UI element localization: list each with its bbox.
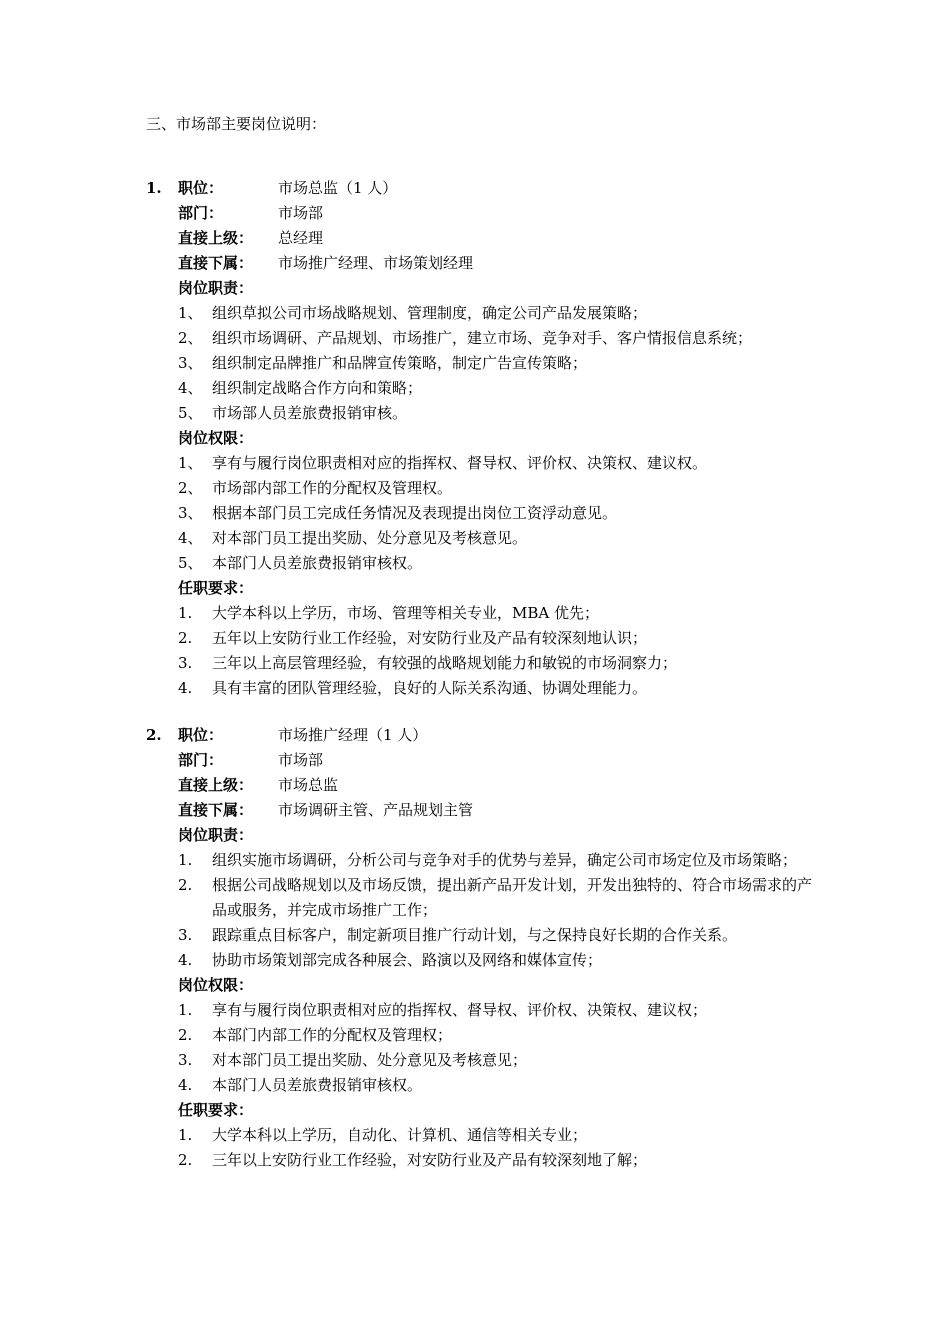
field-value: 市场调研主管、产品规划主管 bbox=[278, 801, 474, 819]
authority-item bbox=[178, 998, 826, 1023]
item-number: 1. bbox=[178, 604, 193, 622]
field-value: 市场推广经理、市场策划经理 bbox=[278, 254, 474, 272]
field-value: 市场部 bbox=[278, 204, 324, 222]
authority-title: 岗位权限： bbox=[178, 976, 254, 994]
field-label: 职位： bbox=[178, 726, 224, 744]
item-text: 本部门人员差旅费报销审核权。 bbox=[212, 554, 423, 572]
item-text: 根据本部门员工完成任务情况及表现提出岗位工资浮动意见。 bbox=[212, 504, 618, 522]
item-text: 根据公司战略规划以及市场反馈，提出新产品开发计划，开发出独特的、符合市场需求的产品或服务，并完成市场推广工作； bbox=[212, 876, 813, 919]
item-number: 3. bbox=[178, 926, 193, 944]
document-heading: 三、市场部主要岗位说明： bbox=[146, 115, 327, 133]
field-label: 部门： bbox=[178, 751, 224, 769]
item-number: 1. bbox=[178, 851, 193, 869]
requirement-item bbox=[178, 1123, 826, 1148]
field-row bbox=[146, 773, 826, 798]
item-number: 2. bbox=[178, 876, 193, 894]
authority-item bbox=[178, 1073, 826, 1098]
field-value: 市场总监 bbox=[278, 776, 339, 794]
item-number: 4. bbox=[178, 679, 193, 697]
requirement-title: 任职要求： bbox=[178, 579, 254, 597]
requirement-item bbox=[178, 651, 826, 676]
section-number: 1. bbox=[146, 179, 162, 197]
item-number: 1. bbox=[178, 1001, 193, 1019]
item-text: 享有与履行岗位职责相对应的指挥权、督导权、评价权、决策权、建议权； bbox=[212, 1001, 708, 1019]
section-number: 2. bbox=[146, 726, 162, 744]
requirement-item bbox=[178, 1148, 826, 1173]
item-number: 4、 bbox=[178, 379, 203, 397]
duties-item bbox=[178, 351, 826, 376]
item-number: 2、 bbox=[178, 479, 203, 497]
authority-item bbox=[178, 476, 826, 501]
item-number: 1、 bbox=[178, 454, 203, 472]
item-number: 2. bbox=[178, 1151, 193, 1169]
field-value: 市场总监（1 人） bbox=[278, 179, 398, 197]
item-text: 具有丰富的团队管理经验，良好的人际关系沟通、协调处理能力。 bbox=[212, 679, 648, 697]
duties-item bbox=[178, 376, 826, 401]
field-row bbox=[146, 201, 826, 226]
field-row bbox=[146, 723, 826, 748]
item-text: 组织实施市场调研，分析公司与竞争对手的优势与差异，确定公司市场定位及市场策略； bbox=[212, 851, 798, 869]
field-label: 直接下属： bbox=[178, 254, 254, 272]
field-value: 总经理 bbox=[278, 229, 324, 247]
item-number: 2、 bbox=[178, 329, 203, 347]
item-number: 1、 bbox=[178, 304, 203, 322]
item-number: 4. bbox=[178, 1076, 193, 1094]
item-number: 2. bbox=[178, 1026, 193, 1044]
item-text: 本部门人员差旅费报销审核权。 bbox=[212, 1076, 423, 1094]
field-label: 直接下属： bbox=[178, 801, 254, 819]
item-text: 协助市场策划部完成各种展会、路演以及网络和媒体宣传； bbox=[212, 951, 603, 969]
duties-item bbox=[178, 401, 826, 426]
duties-item bbox=[178, 326, 826, 351]
item-number: 5、 bbox=[178, 554, 203, 572]
field-label: 职位： bbox=[178, 179, 224, 197]
requirement-item bbox=[178, 601, 826, 626]
item-number: 2. bbox=[178, 629, 193, 647]
item-text: 本部门内部工作的分配权及管理权； bbox=[212, 1026, 453, 1044]
item-text: 跟踪重点目标客户，制定新项目推广行动计划，与之保持良好长期的合作关系。 bbox=[212, 926, 738, 944]
authority-item bbox=[178, 1048, 826, 1073]
field-label: 直接上级： bbox=[178, 776, 254, 794]
duties-item bbox=[178, 301, 826, 326]
item-number: 3. bbox=[178, 654, 193, 672]
item-text: 对本部门员工提出奖励、处分意见及考核意见； bbox=[212, 1051, 528, 1069]
field-value: 市场推广经理（1 人） bbox=[278, 726, 428, 744]
duties-title: 岗位职责： bbox=[178, 279, 254, 297]
duties-item bbox=[178, 923, 826, 948]
item-number: 4、 bbox=[178, 529, 203, 547]
section-number bbox=[146, 226, 178, 251]
field-row bbox=[146, 176, 826, 201]
field-label: 直接上级： bbox=[178, 229, 254, 247]
duties-title: 岗位职责： bbox=[178, 826, 254, 844]
item-number: 1. bbox=[178, 1126, 193, 1144]
field-value: 市场部 bbox=[278, 751, 324, 769]
duties-item bbox=[178, 948, 826, 973]
authority-item bbox=[178, 451, 826, 476]
position-section-1 bbox=[146, 176, 826, 701]
section-number bbox=[146, 773, 178, 798]
item-text: 三年以上安防行业工作经验，对安防行业及产品有较深刻地了解； bbox=[212, 1151, 648, 1169]
item-text: 大学本科以上学历，自动化、计算机、通信等相关专业； bbox=[212, 1126, 588, 1144]
section-number bbox=[146, 798, 178, 823]
requirement-item bbox=[178, 626, 826, 651]
item-text: 五年以上安防行业工作经验，对安防行业及产品有较深刻地认识； bbox=[212, 629, 648, 647]
item-text: 市场部内部工作的分配权及管理权。 bbox=[212, 479, 453, 497]
field-label: 部门： bbox=[178, 204, 224, 222]
item-text: 对本部门员工提出奖励、处分意见及考核意见。 bbox=[212, 529, 528, 547]
item-text: 市场部人员差旅费报销审核。 bbox=[212, 404, 408, 422]
authority-title: 岗位权限： bbox=[178, 429, 254, 447]
requirement-title: 任职要求： bbox=[178, 1101, 254, 1119]
item-number: 4. bbox=[178, 951, 193, 969]
section-number bbox=[146, 748, 178, 773]
item-text: 大学本科以上学历，市场、管理等相关专业，MBA 优先； bbox=[212, 604, 599, 622]
authority-item bbox=[178, 501, 826, 526]
item-number: 3、 bbox=[178, 354, 203, 372]
requirement-item bbox=[178, 676, 826, 701]
field-row bbox=[146, 748, 826, 773]
authority-item bbox=[178, 526, 826, 551]
item-number: 3. bbox=[178, 1051, 193, 1069]
item-text: 组织草拟公司市场战略规划、管理制度，确定公司产品发展策略； bbox=[212, 304, 648, 322]
authority-item bbox=[178, 1023, 826, 1048]
section-number bbox=[146, 201, 178, 226]
item-text: 三年以上高层管理经验，有较强的战略规划能力和敏锐的市场洞察力； bbox=[212, 654, 678, 672]
item-number: 5、 bbox=[178, 404, 203, 422]
field-row bbox=[146, 251, 826, 276]
item-text: 享有与履行岗位职责相对应的指挥权、督导权、评价权、决策权、建议权。 bbox=[212, 454, 708, 472]
duties-item bbox=[178, 873, 826, 923]
item-number: 3、 bbox=[178, 504, 203, 522]
item-text: 组织市场调研、产品规划、市场推广，建立市场、竞争对手、客户情报信息系统； bbox=[212, 329, 753, 347]
field-row bbox=[146, 798, 826, 823]
position-section-2 bbox=[146, 723, 826, 1173]
section-number bbox=[146, 251, 178, 276]
item-text: 组织制定品牌推广和品牌宣传策略，制定广告宣传策略； bbox=[212, 354, 588, 372]
item-text: 组织制定战略合作方向和策略； bbox=[212, 379, 423, 397]
duties-item bbox=[178, 848, 826, 873]
authority-item bbox=[178, 551, 826, 576]
field-row bbox=[146, 226, 826, 251]
